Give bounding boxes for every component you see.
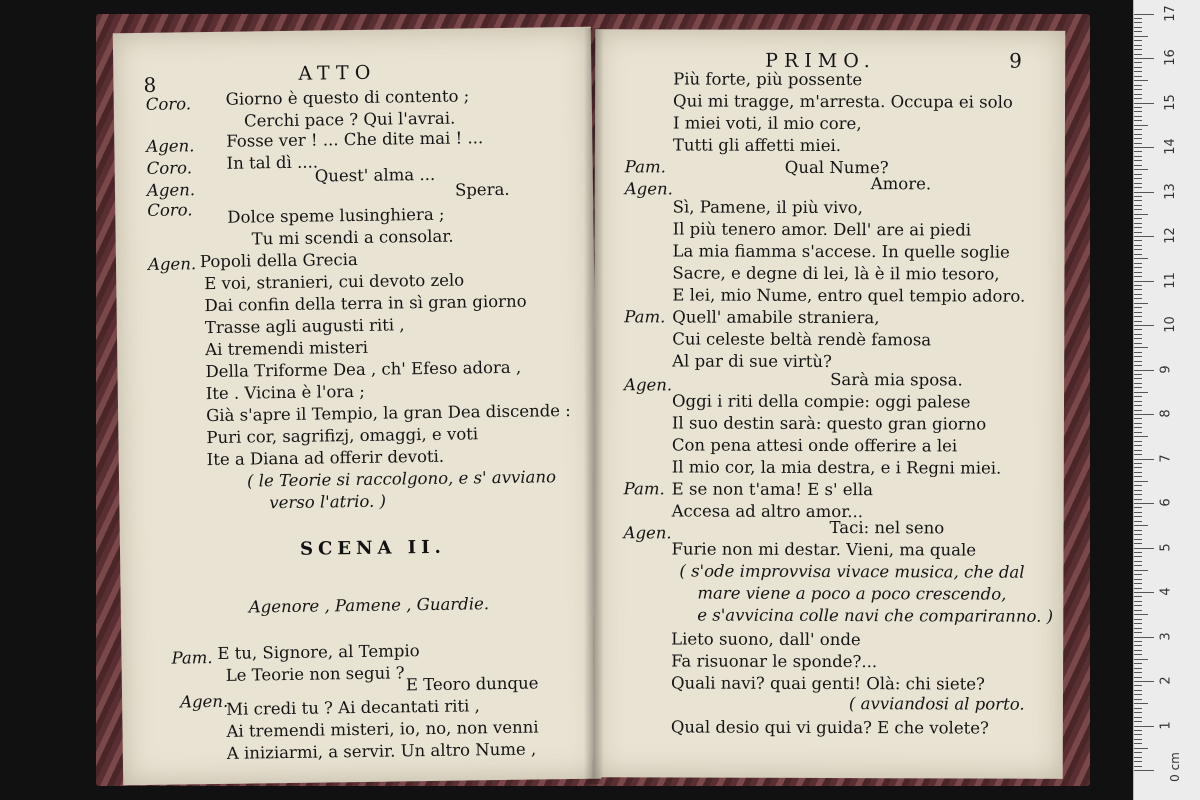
ruler-tick <box>1134 605 1142 606</box>
ruler-tick <box>1134 681 1154 682</box>
text-line: Il mio cor, la mia destra, e i Regni miei. <box>671 457 1002 478</box>
ruler-tick <box>1134 227 1142 228</box>
ruler-tick <box>1134 240 1142 241</box>
ruler-tick <box>1134 111 1142 112</box>
ruler-tick <box>1134 352 1142 353</box>
ruler-tick <box>1134 165 1142 166</box>
text-line: Qual Nume? <box>784 157 889 178</box>
ruler-tick <box>1134 534 1142 535</box>
ruler-number: 15 <box>1162 93 1178 111</box>
ruler-tick <box>1134 739 1142 740</box>
speaker: Agen. <box>179 691 229 712</box>
ruler-number: 3 <box>1158 631 1174 641</box>
ruler-tick <box>1134 192 1154 193</box>
ruler-number: 7 <box>1158 453 1174 463</box>
running-head-right: PRIMO. <box>765 49 876 73</box>
ruler-tick <box>1134 766 1142 767</box>
ruler-tick <box>1134 592 1154 593</box>
ruler-tick <box>1134 214 1148 215</box>
text-line: Ai tremendi misteri <box>205 337 369 360</box>
ruler-tick <box>1134 263 1142 264</box>
ruler-number: 6 <box>1158 498 1174 507</box>
ruler-tick <box>1134 134 1142 135</box>
ruler-tick <box>1134 748 1148 749</box>
ruler-tick <box>1134 574 1142 575</box>
text-line: Spera. <box>454 179 510 200</box>
stage-direction: ( avviandosi al porto. <box>848 694 1025 714</box>
ruler-tick <box>1134 71 1142 72</box>
ruler-tick <box>1134 499 1142 500</box>
ruler-tick <box>1134 734 1142 735</box>
ruler-tick <box>1134 418 1142 419</box>
ruler-tick <box>1134 641 1142 642</box>
ruler-tick <box>1134 138 1142 139</box>
ruler-tick <box>1134 187 1142 188</box>
ruler-unit: 0 cm <box>1167 752 1182 782</box>
text-line: Sacre, e degne di lei, là è il mio tesoro, <box>672 263 1000 284</box>
text-line: Più forte, più possente <box>673 69 863 90</box>
ruler-tick <box>1134 401 1142 402</box>
text-line: Con pena attesi onde offerire a lei <box>671 435 958 456</box>
text-line: E voi, stranieri, cui devoto zelo <box>204 270 465 294</box>
ruler-tick <box>1134 565 1142 566</box>
text-line: Furie non mi destar. Vieni, ma quale <box>671 539 977 560</box>
ruler-tick <box>1134 378 1142 379</box>
ruler-tick <box>1134 58 1154 59</box>
ruler-tick <box>1134 472 1142 473</box>
ruler-tick <box>1134 467 1142 468</box>
text-line: Tutti gli affetti miei. <box>672 135 842 156</box>
ruler-tick <box>1134 120 1142 121</box>
text-line: Mi credi tu ? Ai decantati riti , <box>226 696 480 719</box>
ruler-tick <box>1134 169 1148 170</box>
ruler-tick <box>1134 690 1142 691</box>
ruler-tick <box>1134 85 1142 86</box>
ruler-tick <box>1134 76 1142 77</box>
ruler-tick <box>1134 356 1142 357</box>
text-line: A iniziarmi, a servir. Un altro Nume , <box>226 739 537 763</box>
ruler-tick <box>1134 543 1142 544</box>
ruler-number: 4 <box>1158 587 1174 596</box>
ruler-tick <box>1134 637 1154 638</box>
ruler-number: 5 <box>1158 542 1174 552</box>
text-line: Qui mi tragge, m'arresta. Occupa ei solo <box>673 91 1013 112</box>
text-line: Ai tremendi misteri, io, no, non venni <box>226 717 539 741</box>
ruler-tick <box>1134 49 1142 50</box>
ruler-number: 12 <box>1162 227 1178 244</box>
text-line: Lieto suono, dall' onde <box>671 629 861 650</box>
ruler-tick <box>1134 205 1142 206</box>
ruler-tick <box>1134 178 1142 179</box>
ruler-tick <box>1134 218 1142 219</box>
ruler-tick <box>1134 521 1142 522</box>
ruler-tick <box>1134 151 1142 152</box>
left-page <box>113 27 601 786</box>
ruler-tick <box>1134 289 1142 290</box>
ruler-tick <box>1134 361 1142 362</box>
speaker: Agen. <box>623 523 672 543</box>
ruler-tick <box>1134 752 1142 753</box>
ruler-tick <box>1134 22 1142 23</box>
stage-direction: verso l'atrio. ) <box>269 491 387 513</box>
ruler-tick <box>1134 481 1148 482</box>
ruler-number: 1 <box>1158 720 1174 730</box>
ruler-tick <box>1134 196 1142 197</box>
ruler-tick <box>1134 174 1142 175</box>
text-line: Sì, Pamene, il più vivo, <box>672 197 863 218</box>
ruler-tick <box>1134 645 1142 646</box>
ruler-tick <box>1134 272 1142 273</box>
ruler-tick <box>1134 410 1142 411</box>
ruler-tick <box>1134 552 1142 553</box>
speaker: Coro. <box>145 94 192 114</box>
ruler-tick <box>1134 583 1142 584</box>
text-line: Tu mi scendi a consolar. <box>251 226 454 249</box>
ruler-tick <box>1134 98 1142 99</box>
ruler-number: 8 <box>1158 409 1174 418</box>
ruler-tick <box>1134 614 1148 615</box>
text-line: Fosse ver ! ... Che dite mai ! ... <box>226 128 484 151</box>
ruler-tick <box>1134 103 1154 104</box>
ruler-tick <box>1134 209 1142 210</box>
ruler-tick <box>1134 668 1142 669</box>
ruler-tick <box>1134 548 1154 549</box>
ruler-tick <box>1134 281 1154 282</box>
ruler-number: 2 <box>1158 676 1174 685</box>
text-line: E Teoro dunque <box>405 673 539 695</box>
ruler-tick <box>1134 392 1148 393</box>
ruler-tick <box>1134 436 1148 437</box>
ruler-tick <box>1134 525 1148 526</box>
right-page <box>593 29 1066 779</box>
text-line: Puri cor, sagrifizj, omaggi, e voti <box>206 424 479 448</box>
scene-heading: SCENA II. <box>299 536 446 560</box>
ruler-tick <box>1134 743 1142 744</box>
ruler-tick <box>1134 125 1148 126</box>
ruler-tick <box>1134 374 1142 375</box>
text-line: Quell' amabile straniera, <box>672 307 880 328</box>
speaker: Coro. <box>147 200 193 220</box>
ruler-tick <box>1134 334 1142 335</box>
ruler-tick <box>1134 40 1142 41</box>
ruler-tick <box>1134 654 1142 655</box>
ruler-number: 10 <box>1162 316 1178 333</box>
ruler-tick <box>1134 623 1142 624</box>
ruler-tick <box>1134 726 1154 727</box>
ruler-tick <box>1134 183 1142 184</box>
stage-direction: ( le Teorie si raccolgono, e s' avviano <box>246 467 557 491</box>
ruler-tick <box>1134 556 1142 557</box>
ruler-tick <box>1134 383 1142 384</box>
ruler-tick <box>1134 463 1142 464</box>
ruler-tick <box>1134 89 1142 90</box>
ruler-tick <box>1134 298 1142 299</box>
ruler-tick <box>1134 36 1148 37</box>
ruler-tick <box>1134 31 1142 32</box>
ruler-tick <box>1134 512 1142 513</box>
speaker: Agen. <box>624 179 673 199</box>
ruler-number: 9 <box>1158 364 1174 374</box>
ruler-tick <box>1134 316 1142 317</box>
stage-direction: ( s'ode improvvisa vivace musica, che dal <box>679 561 1025 582</box>
ruler-tick <box>1134 370 1154 371</box>
ruler-tick <box>1134 80 1148 81</box>
ruler-tick <box>1134 14 1154 15</box>
ruler-tick <box>1134 396 1142 397</box>
ruler-tick <box>1134 610 1142 611</box>
text-line: Quest' alma ... <box>314 164 436 186</box>
ruler-tick <box>1134 232 1142 233</box>
ruler-tick <box>1134 143 1142 144</box>
text-line: I miei voti, il mio core, <box>672 113 862 134</box>
text-line: Popoli della Grecia <box>199 249 358 272</box>
ruler-tick <box>1134 54 1142 55</box>
speaker: Agen. <box>146 136 195 156</box>
ruler-tick <box>1134 672 1142 673</box>
ruler-number: 16 <box>1162 49 1178 66</box>
text-line: Già s'apre il Tempio, la gran Dea discende : <box>205 401 571 426</box>
ruler-tick <box>1134 601 1142 602</box>
ruler-tick <box>1134 507 1142 508</box>
ruler-tick <box>1134 276 1142 277</box>
text-line: Amore. <box>870 174 932 194</box>
ruler-tick <box>1134 650 1142 651</box>
ruler-tick <box>1134 588 1142 589</box>
text-line: Accesa ad altro amor... <box>671 501 864 522</box>
ruler-tick <box>1134 258 1148 259</box>
ruler-tick <box>1134 539 1142 540</box>
ruler-tick <box>1134 365 1142 366</box>
text-line: Quali navi? quai genti! Olà: chi siete? <box>670 673 985 694</box>
ruler-tick <box>1134 94 1142 95</box>
ruler-tick <box>1134 441 1142 442</box>
speaker: Pam. <box>623 479 665 499</box>
ruler-tick <box>1134 490 1142 491</box>
ruler-tick <box>1134 423 1142 424</box>
ruler-tick <box>1134 708 1142 709</box>
ruler-tick <box>1134 516 1142 517</box>
ruler-tick <box>1134 450 1142 451</box>
ruler-tick <box>1134 659 1148 660</box>
speaker: Pam. <box>624 307 666 327</box>
ruler-tick <box>1134 485 1142 486</box>
ruler-tick <box>1134 45 1142 46</box>
text-line: Ite a Diana ad offerir devoti. <box>206 446 445 470</box>
speaker: Agen. <box>624 375 673 395</box>
text-line: E lei, mio Nume, entro quel tempio adoro. <box>672 285 1026 306</box>
ruler-tick <box>1134 761 1142 762</box>
ruler-tick <box>1134 285 1142 286</box>
ruler-tick <box>1134 321 1142 322</box>
page-number-right: 9 <box>1009 48 1022 73</box>
ruler-tick <box>1134 254 1142 255</box>
ruler-tick <box>1134 699 1142 700</box>
ruler-tick <box>1134 156 1142 157</box>
ruler-tick <box>1134 107 1142 108</box>
ruler-tick <box>1134 129 1142 130</box>
ruler-number: 14 <box>1162 138 1178 155</box>
ruler-tick <box>1134 325 1154 326</box>
ruler-tick <box>1134 454 1142 455</box>
ruler-tick <box>1134 494 1142 495</box>
text-line: E se non t'ama! E s' ella <box>671 479 874 500</box>
text-line: Trasse agli augusti riti , <box>204 315 405 338</box>
ruler-tick <box>1134 685 1142 686</box>
stage-direction: e s'avvicina colle navi che compariranno. ) <box>697 605 1054 626</box>
ruler-tick <box>1134 27 1142 28</box>
ruler-tick <box>1134 343 1142 344</box>
ruler-tick <box>1134 200 1142 201</box>
ruler-tick <box>1134 249 1142 250</box>
ruler-tick <box>1134 757 1142 758</box>
ruler-tick <box>1134 717 1142 718</box>
text-line: Cui celeste beltà rendè famosa <box>672 329 932 350</box>
ruler-tick <box>1134 677 1142 678</box>
ruler-tick <box>1134 703 1148 704</box>
ruler-tick <box>1134 432 1142 433</box>
character-list: Agenore , Pamene , Guardie. <box>248 594 490 617</box>
text-line: Al par di sue virtù? <box>672 351 832 372</box>
text-line: Della Triforme Dea , ch' Efeso adora , <box>205 357 522 382</box>
ruler-tick <box>1134 223 1142 224</box>
ruler-tick <box>1134 663 1142 664</box>
page-number-left: 8 <box>143 72 157 97</box>
ruler-tick <box>1134 579 1142 580</box>
ruler-tick <box>1134 245 1142 246</box>
book-gutter <box>584 28 604 784</box>
text-line: Dai confin della terra in sì gran giorno <box>204 291 527 316</box>
speaker: Pam. <box>624 157 666 177</box>
ruler-tick <box>1134 427 1142 428</box>
ruler-tick <box>1134 236 1154 237</box>
ruler-tick <box>1134 694 1142 695</box>
ruler-number: 11 <box>1162 271 1178 289</box>
ruler-tick <box>1134 596 1142 597</box>
running-head-left: ATTO <box>298 61 377 85</box>
ruler-tick <box>1134 414 1154 415</box>
ruler-tick <box>1134 503 1154 504</box>
ruler-tick <box>1134 67 1142 68</box>
ruler-tick <box>1134 307 1142 308</box>
text-line: Giorno è questo di contento ; <box>225 86 470 109</box>
text-line: Taci: nel seno <box>829 518 945 538</box>
text-line: Le Teorie non segui ? <box>225 663 405 685</box>
text-line: Ite . Vicina è l'ora ; <box>205 381 365 404</box>
text-line: Il più tenero amor. Dell' are ai piedi <box>672 219 972 240</box>
ruler-tick <box>1134 405 1142 406</box>
ruler-tick <box>1134 619 1142 620</box>
ruler-number: 17 <box>1162 4 1178 22</box>
ruler-tick <box>1134 338 1142 339</box>
text-line: E tu, Signore, al Tempio <box>217 641 420 663</box>
ruler-tick <box>1134 632 1142 633</box>
ruler-tick <box>1134 476 1142 477</box>
stage-direction: mare viene a poco a poco crescendo, <box>697 583 1007 604</box>
text-line: In tal dì .... <box>226 152 319 173</box>
ruler-tick <box>1134 770 1154 771</box>
text-line: Dolce speme lusinghiera ; <box>227 204 445 227</box>
ruler-tick <box>1134 387 1142 388</box>
speaker: Coro. <box>146 158 193 178</box>
text-line: Qual desio qui vi guida? E che volete? <box>670 717 989 738</box>
text-line: Oggi i riti della compie: oggi palese <box>671 391 971 412</box>
ruler-tick <box>1134 721 1142 722</box>
text-line: Sarà mia sposa. <box>830 370 963 390</box>
ruler-tick <box>1134 329 1142 330</box>
ruler-tick <box>1134 147 1154 148</box>
text-line: Il suo destin sarà: questo gran giorno <box>671 413 987 434</box>
speaker: Agen. <box>147 254 197 274</box>
ruler-tick <box>1134 347 1148 348</box>
text-line: Cerchi pace ? Qui l'avrai. <box>243 108 456 131</box>
speaker: Pam. <box>171 648 213 668</box>
ruler-tick <box>1134 267 1142 268</box>
ruler-tick <box>1134 160 1142 161</box>
ruler-tick <box>1134 62 1142 63</box>
ruler-tick <box>1134 312 1142 313</box>
ruler-tick <box>1134 561 1142 562</box>
ruler-tick <box>1134 628 1142 629</box>
ruler-tick <box>1134 712 1142 713</box>
ruler-tick <box>1134 730 1142 731</box>
text-line: Fa risuonar le sponde?... <box>671 651 878 672</box>
ruler-tick <box>1134 459 1154 460</box>
ruler-tick <box>1134 116 1142 117</box>
ruler-tick <box>1134 303 1148 304</box>
text-line: La mia fiamma s'accese. In quelle soglie <box>672 241 1010 262</box>
ruler-tick <box>1134 294 1142 295</box>
measuring-ruler <box>1133 0 1200 800</box>
ruler-tick <box>1134 570 1148 571</box>
ruler-tick <box>1134 18 1142 19</box>
speaker: Agen. <box>146 180 196 200</box>
ruler-tick <box>1134 445 1142 446</box>
ruler-number: 13 <box>1162 182 1178 200</box>
ruler-tick <box>1134 530 1142 531</box>
